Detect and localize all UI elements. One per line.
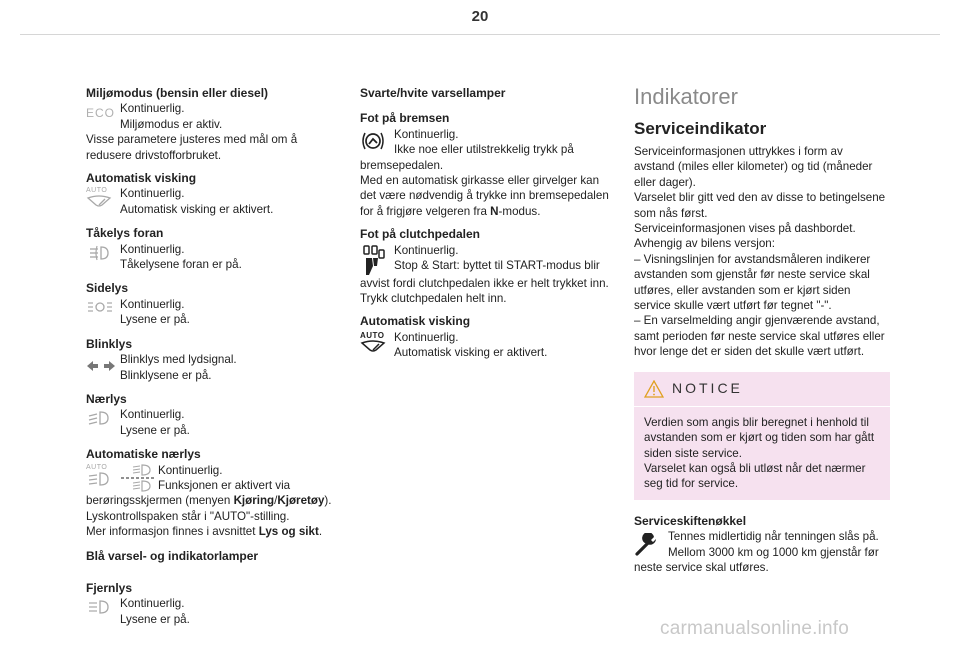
heading-fot-paa-bremsen: Fot på bremsen bbox=[360, 111, 450, 126]
text-line: Lysene er på. bbox=[120, 423, 190, 437]
wrench-icon bbox=[634, 529, 668, 557]
entry-fjernlys bbox=[86, 596, 354, 627]
paragraph-line: Trykk clutchpedalen helt inn. bbox=[360, 292, 507, 306]
heading-naerlys: Nærlys bbox=[86, 391, 127, 406]
menu-name-kjoretoy: Kjøretøy bbox=[277, 494, 325, 508]
paragraph-line: avstanden som gjenstår før neste service skal bbox=[634, 268, 870, 282]
header-divider bbox=[20, 34, 940, 35]
entry-naerlys bbox=[86, 407, 354, 438]
text-line: Ikke noe eller utilstrekkelig trykk på bbox=[394, 143, 574, 157]
auto-wiper-icon bbox=[360, 330, 394, 352]
heading-blinklys: Blinklys bbox=[86, 336, 133, 351]
column-middle bbox=[360, 86, 618, 361]
text-line: Kontinuerlig. bbox=[120, 408, 185, 422]
paragraph-line: siden siste service. bbox=[644, 446, 742, 460]
watermark: carmanualsonline.info bbox=[660, 618, 850, 639]
paragraph-line: seg tid for service. bbox=[644, 477, 739, 491]
paragraph-line: eller dager). bbox=[634, 175, 696, 189]
gear-position-n: N bbox=[490, 204, 499, 218]
text-line: Mellom 3000 km og 1000 km gjenstår før bbox=[668, 545, 879, 559]
text-line: Kontinuerlig. bbox=[120, 102, 185, 116]
heading-taakelys: Tåkelys foran bbox=[86, 226, 164, 241]
paragraph-line: avstand (miles eller kilometer) og tid (måneder bbox=[634, 160, 873, 174]
heading-sidelys: Sidelys bbox=[86, 281, 129, 296]
paragraph-line: avstanden som er kjørt og tiden som har gått bbox=[644, 431, 875, 445]
entry-automatiske-naerlys bbox=[86, 463, 354, 494]
paragraph-line: samt perioden før neste service skal utføres eller bbox=[634, 329, 885, 343]
paragraph-line: utføres, eller avstanden som er kjørt siden bbox=[634, 283, 851, 297]
paragraph-line: bremsepedalen. bbox=[360, 158, 444, 172]
section-reference: Lys og sikt bbox=[258, 525, 319, 539]
paragraph-line: Serviceinformasjonen vises på dashbordet. bbox=[634, 222, 856, 236]
notice-box bbox=[634, 372, 890, 500]
eco-icon-label: ECO bbox=[86, 106, 116, 121]
text-line: Automatisk visking er aktivert. bbox=[120, 202, 274, 216]
paragraph-line: Mer informasjon finnes i avsnittet Lys og sikt. bbox=[86, 525, 323, 539]
paragraph-line: Lyskontrollspaken står i "AUTO"-stilling. bbox=[86, 509, 290, 523]
entry-fot-paa-clutchpedalen bbox=[360, 243, 618, 276]
text-line: Kontinuerlig. bbox=[394, 330, 459, 344]
entry-miljomodus bbox=[86, 101, 354, 132]
column-left bbox=[86, 86, 354, 627]
low-beam-icon bbox=[86, 407, 120, 428]
side-light-icon bbox=[86, 297, 120, 316]
clutch-pedal-icon bbox=[360, 243, 394, 276]
heading-automatiske-naerlys: Automatiske nærlys bbox=[86, 447, 201, 462]
column-right bbox=[634, 84, 894, 575]
entry-automatisk-visking bbox=[86, 186, 354, 217]
notice-header bbox=[634, 372, 890, 407]
paragraph-line: Med en automatisk girkasse eller girvelger kan bbox=[360, 174, 600, 188]
entry-taakelys bbox=[86, 242, 354, 273]
entry-blinklys bbox=[86, 352, 354, 383]
warning-triangle-icon bbox=[644, 380, 664, 398]
paragraph-line: – En varselmelding angir gjenværende avstand, bbox=[634, 314, 880, 328]
paragraph-line: Verdien som angis blir beregnet i henhold til bbox=[644, 415, 869, 429]
text-line: Stop & Start: byttet til START-modus blir bbox=[394, 259, 600, 273]
notice-body bbox=[634, 407, 890, 492]
entry-serviceskiftenokkel bbox=[634, 529, 894, 560]
text-line: Lysene er på. bbox=[120, 313, 190, 327]
section-title-indikatorer: Indikatorer bbox=[634, 84, 738, 109]
auto-label: AUTO bbox=[86, 463, 108, 471]
heading-automatisk-visking-2: Automatisk visking bbox=[360, 314, 471, 329]
section-title-serviceindikator: Serviceindikator bbox=[634, 119, 767, 138]
text-line: Tennes midlertidig når tenningen slås på. bbox=[668, 530, 879, 544]
entry-fot-paa-bremsen bbox=[360, 127, 618, 158]
paragraph-line: Varselet blir gitt ved den av disse to betingelsene bbox=[634, 191, 886, 205]
paragraph-line: Varselet kan også bli utløst når det nærmer bbox=[644, 461, 866, 475]
paragraph-line: Serviceinformasjonen uttrykkes i form av bbox=[634, 145, 843, 158]
heading-fjernlys: Fjernlys bbox=[86, 580, 133, 595]
paragraph-line: Avhengig av bilens versjon: bbox=[634, 237, 775, 251]
brake-pedal-icon bbox=[360, 127, 394, 154]
text-line: Lysene er på. bbox=[120, 612, 190, 626]
paragraph-line: for å frigjøre velgeren fra N-modus. bbox=[360, 204, 541, 218]
text-line: Kontinuerlig. bbox=[120, 187, 185, 201]
paragraph-line: det være nødvendig å trykke inn bremsepedalen bbox=[360, 189, 609, 203]
text-line: Blinklys med lydsignal. bbox=[120, 353, 237, 367]
heading-fot-paa-clutchpedalen: Fot på clutchpedalen bbox=[360, 227, 481, 242]
text-line: Tåkelysene foran er på. bbox=[120, 258, 242, 272]
text-line: Kontinuerlig. bbox=[394, 127, 459, 141]
text-line: Funksjonen er aktivert via bbox=[158, 478, 291, 492]
heading-svart-hvite-lamper: Svarte/hvite varsellamper bbox=[360, 86, 506, 100]
paragraph-line: service skulle vært utført før tegnet "-". bbox=[634, 299, 832, 313]
front-fog-light-icon bbox=[86, 242, 120, 263]
paragraph-line: hvor lenge det er siden det skulle vært utført. bbox=[634, 345, 865, 359]
eco-icon bbox=[86, 101, 120, 121]
menu-name-kjoring: Kjøring bbox=[233, 494, 275, 508]
paragraph-line: – Visningslinjen for avstandsmåleren indikerer bbox=[634, 252, 871, 266]
text-line: Automatisk visking er aktivert. bbox=[394, 346, 548, 360]
high-beam-icon bbox=[86, 596, 120, 617]
heading-serviceskiftenokkel: Serviceskiftenøkkel bbox=[634, 513, 747, 528]
text-line: Miljømodus er aktiv. bbox=[120, 117, 223, 131]
entry-automatisk-visking-2 bbox=[360, 330, 618, 361]
heading-automatisk-visking: Automatisk visking bbox=[86, 171, 197, 186]
paragraph-line: som nås først. bbox=[634, 206, 708, 220]
auto-low-beam-icon bbox=[86, 463, 120, 486]
text-line: Kontinuerlig. bbox=[120, 597, 185, 611]
auto-label: AUTO bbox=[360, 330, 385, 340]
auto-label: AUTO bbox=[86, 187, 108, 195]
text-line: Kontinuerlig. bbox=[120, 297, 185, 311]
paragraph-line: neste service skal utføres. bbox=[634, 560, 769, 574]
paragraph-line: redusere drivstofforbruket. bbox=[86, 148, 222, 162]
low-beam-pair-icon bbox=[120, 463, 158, 492]
entry-sidelys bbox=[86, 297, 354, 328]
heading-blaa-lamper: Blå varsel- og indikatorlamper bbox=[86, 548, 259, 563]
turn-signal-arrows-icon bbox=[86, 352, 120, 375]
notice-title: NOTICE bbox=[672, 379, 743, 396]
heading-miljomodus: Miljømodus (bensin eller diesel) bbox=[86, 86, 269, 100]
paragraph-line: berøringsskjermen (menyen Kjøring/Kjøretøy). bbox=[86, 494, 332, 508]
page-number: 20 bbox=[471, 8, 489, 25]
text-line: Kontinuerlig. bbox=[158, 463, 223, 477]
auto-wiper-icon bbox=[86, 186, 120, 207]
paragraph-line: avvist fordi clutchpedalen ikke er helt trykket inn. bbox=[360, 276, 609, 290]
service-text bbox=[634, 144, 894, 360]
text-line: Kontinuerlig. bbox=[394, 243, 459, 257]
paragraph-line: Visse parametere justeres med mål om å bbox=[86, 133, 298, 147]
text-line: Kontinuerlig. bbox=[120, 242, 185, 256]
text-line: Blinklysene er på. bbox=[120, 368, 212, 382]
